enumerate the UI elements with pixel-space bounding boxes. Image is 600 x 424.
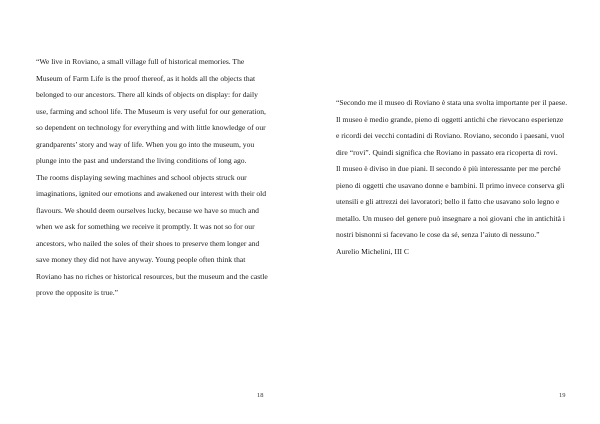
right-paragraph-1: “Secondo me il museo di Roviano è stata una svolta importante per il paese. Il museo è medio grande, pieno di oggetti antichi che rievocano esperienze e ricordi dei vecchi contadini di Roviano. Roviano, secondo i paesani, vuol dire “rovi”. Quindi significa che Roviano in passato era ricoperta di rovi. [336, 98, 568, 157]
right-paragraph-2: Il museo è diviso in due piani. Il secondo è più interessante per me perché pieno di oggetti che usavano donne e bambini. Il primo invece conserva gli utensili e gli attrezzi dei lavoratori; bello il fatto che usavano solo legno e metallo. Un museo del genere può insegnare a noi giovani che in antichità i nostri bisnonni si facevano le cose da sé, senza l’aiuto di nessuno.” [336, 164, 566, 239]
author-signature: Aurelio Michelini, III C [336, 246, 409, 256]
left-paragraph-2: The rooms displaying sewing machines and school objects struck our imaginations, ignited our emotions and awakened our interest with their old flavours. We should deem ourselves lucky, because we have so much and when we ask for something we receive it promptly. It was not so for our ancestors, who nailed the soles of their shoes to preserve them longer and save money they did not have anyway. Young people often think that Roviano has no riches or historical resources, but the museum and the castle prove the opposite is true.” [36, 172, 268, 297]
right-page-text [336, 95, 568, 260]
right-page [300, 0, 600, 424]
page-number-right: 19 [559, 392, 566, 399]
left-page-text [36, 54, 268, 302]
page-number-left: 18 [257, 392, 264, 399]
left-paragraph-1: “We live in Roviano, a small village full of historical memories. The Museum of Farm Life is the proof thereof, as it holds all the objects that belonged to our ancestors. There all kinds of objects on display: for daily use, farming and school life. The Museum is very useful for our generation, so dependent on technology for everything and with little knowledge of our grandparents’ story and way of life. When you go into the museum, you plunge into the past and understand the living conditions of long ago. [36, 57, 266, 165]
